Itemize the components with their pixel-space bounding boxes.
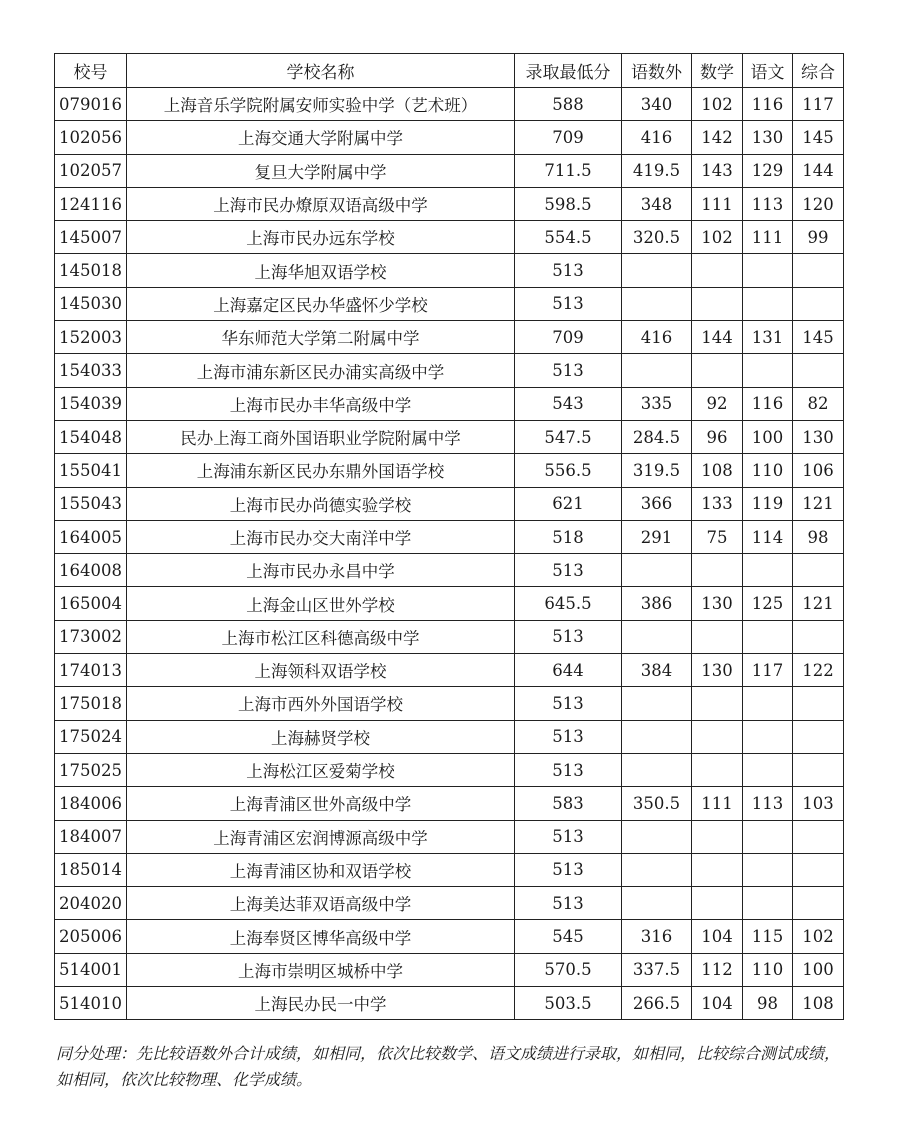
min-score-cell: 547.5 xyxy=(515,420,622,453)
school-name-cell: 上海市浦东新区民办浦实高级中学 xyxy=(127,354,515,387)
math-cell: 111 xyxy=(692,787,743,820)
school-code-cell: 102057 xyxy=(55,154,127,187)
table-row xyxy=(55,787,844,820)
chinese-cell: 115 xyxy=(743,920,793,953)
min-score-cell: 709 xyxy=(515,321,622,354)
math-cell: 96 xyxy=(692,420,743,453)
school-code-cell: 204020 xyxy=(55,887,127,920)
comprehensive-cell: 108 xyxy=(793,987,844,1020)
min-score-cell: 645.5 xyxy=(515,587,622,620)
min-score-cell: 513 xyxy=(515,853,622,886)
min-score-cell: 545 xyxy=(515,920,622,953)
table-row xyxy=(55,187,844,220)
table-row xyxy=(55,454,844,487)
min-score-cell: 554.5 xyxy=(515,221,622,254)
school-name-cell: 华东师范大学第二附属中学 xyxy=(127,321,515,354)
chinese-cell: 131 xyxy=(743,321,793,354)
header-math: 数学 xyxy=(692,54,743,88)
math-cell: 144 xyxy=(692,321,743,354)
min-score-cell: 711.5 xyxy=(515,154,622,187)
table-row xyxy=(55,720,844,753)
min-score-cell: 513 xyxy=(515,753,622,786)
school-code-cell: 185014 xyxy=(55,853,127,886)
comprehensive-cell xyxy=(793,887,844,920)
school-code-cell: 079016 xyxy=(55,88,127,121)
chinese-math-english-cell: 340 xyxy=(622,88,692,121)
table-row xyxy=(55,987,844,1020)
school-name-cell: 上海松江区爱菊学校 xyxy=(127,753,515,786)
min-score-cell: 543 xyxy=(515,387,622,420)
table-row xyxy=(55,654,844,687)
school-code-cell: 205006 xyxy=(55,920,127,953)
min-score-cell: 570.5 xyxy=(515,953,622,986)
chinese-cell: 125 xyxy=(743,587,793,620)
school-code-cell: 175024 xyxy=(55,720,127,753)
math-cell xyxy=(692,554,743,587)
chinese-cell xyxy=(743,820,793,853)
chinese-math-english-cell xyxy=(622,254,692,287)
school-code-cell: 154048 xyxy=(55,420,127,453)
school-code-cell: 165004 xyxy=(55,587,127,620)
min-score-cell: 583 xyxy=(515,787,622,820)
math-cell xyxy=(692,287,743,320)
school-name-cell: 上海赫贤学校 xyxy=(127,720,515,753)
math-cell: 112 xyxy=(692,953,743,986)
comprehensive-cell xyxy=(793,820,844,853)
comprehensive-cell: 144 xyxy=(793,154,844,187)
comprehensive-cell xyxy=(793,853,844,886)
min-score-cell: 598.5 xyxy=(515,187,622,220)
chinese-math-english-cell xyxy=(622,820,692,853)
school-name-cell: 上海华旭双语学校 xyxy=(127,254,515,287)
min-score-cell: 513 xyxy=(515,720,622,753)
math-cell xyxy=(692,853,743,886)
chinese-cell: 129 xyxy=(743,154,793,187)
math-cell: 75 xyxy=(692,520,743,553)
comprehensive-cell xyxy=(793,720,844,753)
table-row xyxy=(55,887,844,920)
chinese-math-english-cell: 337.5 xyxy=(622,953,692,986)
school-name-cell: 上海音乐学院附属安师实验中学（艺术班） xyxy=(127,88,515,121)
min-score-cell: 513 xyxy=(515,254,622,287)
school-name-cell: 上海市松江区科德高级中学 xyxy=(127,620,515,653)
math-cell: 92 xyxy=(692,387,743,420)
comprehensive-cell: 100 xyxy=(793,953,844,986)
chinese-math-english-cell: 320.5 xyxy=(622,221,692,254)
math-cell: 102 xyxy=(692,221,743,254)
chinese-math-english-cell: 416 xyxy=(622,121,692,154)
comprehensive-cell: 130 xyxy=(793,420,844,453)
chinese-math-english-cell xyxy=(622,687,692,720)
math-cell xyxy=(692,753,743,786)
math-cell: 130 xyxy=(692,587,743,620)
math-cell xyxy=(692,687,743,720)
table-body xyxy=(55,88,844,1020)
school-code-cell: 124116 xyxy=(55,187,127,220)
chinese-math-english-cell: 350.5 xyxy=(622,787,692,820)
admission-score-table xyxy=(54,53,844,1020)
min-score-cell: 621 xyxy=(515,487,622,520)
chinese-math-english-cell: 335 xyxy=(622,387,692,420)
comprehensive-cell: 98 xyxy=(793,520,844,553)
min-score-cell: 518 xyxy=(515,520,622,553)
chinese-math-english-cell xyxy=(622,720,692,753)
comprehensive-cell xyxy=(793,687,844,720)
math-cell: 111 xyxy=(692,187,743,220)
math-cell xyxy=(692,820,743,853)
chinese-cell: 100 xyxy=(743,420,793,453)
chinese-math-english-cell xyxy=(622,620,692,653)
school-name-cell: 上海奉贤区博华高级中学 xyxy=(127,920,515,953)
school-code-cell: 155041 xyxy=(55,454,127,487)
math-cell: 133 xyxy=(692,487,743,520)
math-cell: 104 xyxy=(692,987,743,1020)
table-row xyxy=(55,354,844,387)
school-code-cell: 173002 xyxy=(55,620,127,653)
table-row xyxy=(55,687,844,720)
chinese-math-english-cell: 416 xyxy=(622,321,692,354)
school-code-cell: 514001 xyxy=(55,953,127,986)
header-min-score: 录取最低分 xyxy=(515,54,622,88)
chinese-cell xyxy=(743,853,793,886)
math-cell xyxy=(692,720,743,753)
chinese-cell xyxy=(743,720,793,753)
chinese-math-english-cell: 266.5 xyxy=(622,987,692,1020)
comprehensive-cell: 117 xyxy=(793,88,844,121)
comprehensive-cell: 122 xyxy=(793,654,844,687)
chinese-cell xyxy=(743,354,793,387)
chinese-math-english-cell: 384 xyxy=(622,654,692,687)
chinese-cell: 111 xyxy=(743,221,793,254)
min-score-cell: 588 xyxy=(515,88,622,121)
math-cell: 143 xyxy=(692,154,743,187)
chinese-cell: 113 xyxy=(743,787,793,820)
chinese-cell xyxy=(743,753,793,786)
chinese-math-english-cell: 386 xyxy=(622,587,692,620)
chinese-cell: 116 xyxy=(743,88,793,121)
chinese-cell xyxy=(743,254,793,287)
school-name-cell: 上海嘉定区民办华盛怀少学校 xyxy=(127,287,515,320)
comprehensive-cell xyxy=(793,620,844,653)
min-score-cell: 503.5 xyxy=(515,987,622,1020)
school-code-cell: 152003 xyxy=(55,321,127,354)
school-name-cell: 上海市民办远东学校 xyxy=(127,221,515,254)
school-name-cell: 上海市民办永昌中学 xyxy=(127,554,515,587)
comprehensive-cell: 103 xyxy=(793,787,844,820)
chinese-cell: 98 xyxy=(743,987,793,1020)
chinese-math-english-cell: 319.5 xyxy=(622,454,692,487)
math-cell: 108 xyxy=(692,454,743,487)
school-code-cell: 175018 xyxy=(55,687,127,720)
school-code-cell: 154039 xyxy=(55,387,127,420)
header-chinese: 语文 xyxy=(743,54,793,88)
math-cell: 104 xyxy=(692,920,743,953)
school-code-cell: 154033 xyxy=(55,354,127,387)
school-name-cell: 民办上海工商外国语职业学院附属中学 xyxy=(127,420,515,453)
chinese-math-english-cell xyxy=(622,354,692,387)
school-code-cell: 164005 xyxy=(55,520,127,553)
comprehensive-cell xyxy=(793,753,844,786)
school-name-cell: 上海市民办丰华高级中学 xyxy=(127,387,515,420)
tie-break-footnote: 同分处理：先比较语数外合计成绩，如相同，依次比较数学、语文成绩进行录取，如相同，比较综合测试成绩，如相同，依次比较物理、化学成绩。 xyxy=(56,1044,841,1089)
school-name-cell: 上海领科双语学校 xyxy=(127,654,515,687)
math-cell: 142 xyxy=(692,121,743,154)
table-row xyxy=(55,88,844,121)
chinese-cell: 116 xyxy=(743,387,793,420)
chinese-cell xyxy=(743,620,793,653)
table-row xyxy=(55,254,844,287)
table-header-row xyxy=(55,54,844,88)
comprehensive-cell xyxy=(793,354,844,387)
school-name-cell: 上海美达菲双语高级中学 xyxy=(127,887,515,920)
school-name-cell: 上海民办民一中学 xyxy=(127,987,515,1020)
math-cell: 102 xyxy=(692,88,743,121)
school-code-cell: 514010 xyxy=(55,987,127,1020)
school-code-cell: 184006 xyxy=(55,787,127,820)
school-name-cell: 上海浦东新区民办东鼎外国语学校 xyxy=(127,454,515,487)
min-score-cell: 709 xyxy=(515,121,622,154)
chinese-cell: 117 xyxy=(743,654,793,687)
comprehensive-cell: 121 xyxy=(793,587,844,620)
comprehensive-cell: 106 xyxy=(793,454,844,487)
table-row xyxy=(55,953,844,986)
school-name-cell: 上海市民办交大南洋中学 xyxy=(127,520,515,553)
school-name-cell: 上海市民办尚德实验学校 xyxy=(127,487,515,520)
min-score-cell: 513 xyxy=(515,620,622,653)
chinese-cell xyxy=(743,687,793,720)
school-code-cell: 155043 xyxy=(55,487,127,520)
chinese-cell xyxy=(743,554,793,587)
header-school-name: 学校名称 xyxy=(127,54,515,88)
school-code-cell: 145018 xyxy=(55,254,127,287)
school-name-cell: 上海青浦区宏润博源高级中学 xyxy=(127,820,515,853)
chinese-cell xyxy=(743,887,793,920)
math-cell xyxy=(692,887,743,920)
chinese-math-english-cell: 291 xyxy=(622,520,692,553)
chinese-math-english-cell: 348 xyxy=(622,187,692,220)
min-score-cell: 513 xyxy=(515,354,622,387)
school-code-cell: 184007 xyxy=(55,820,127,853)
table-row xyxy=(55,321,844,354)
chinese-math-english-cell xyxy=(622,287,692,320)
table-row xyxy=(55,587,844,620)
comprehensive-cell: 145 xyxy=(793,321,844,354)
table-row xyxy=(55,620,844,653)
school-name-cell: 上海市民办燎原双语高级中学 xyxy=(127,187,515,220)
chinese-cell: 110 xyxy=(743,953,793,986)
chinese-math-english-cell: 366 xyxy=(622,487,692,520)
header-school-code: 校号 xyxy=(55,54,127,88)
school-name-cell: 复旦大学附属中学 xyxy=(127,154,515,187)
comprehensive-cell: 102 xyxy=(793,920,844,953)
chinese-cell: 130 xyxy=(743,121,793,154)
comprehensive-cell: 121 xyxy=(793,487,844,520)
table-row xyxy=(55,387,844,420)
min-score-cell: 513 xyxy=(515,887,622,920)
math-cell: 130 xyxy=(692,654,743,687)
table-row xyxy=(55,853,844,886)
chinese-cell: 110 xyxy=(743,454,793,487)
school-code-cell: 164008 xyxy=(55,554,127,587)
min-score-cell: 513 xyxy=(515,820,622,853)
school-name-cell: 上海青浦区世外高级中学 xyxy=(127,787,515,820)
school-name-cell: 上海交通大学附属中学 xyxy=(127,121,515,154)
admission-score-table-container xyxy=(54,53,844,1020)
table-row xyxy=(55,487,844,520)
chinese-cell: 113 xyxy=(743,187,793,220)
math-cell xyxy=(692,254,743,287)
chinese-math-english-cell: 419.5 xyxy=(622,154,692,187)
chinese-math-english-cell xyxy=(622,853,692,886)
chinese-math-english-cell xyxy=(622,887,692,920)
table-row xyxy=(55,520,844,553)
min-score-cell: 513 xyxy=(515,554,622,587)
table-row xyxy=(55,121,844,154)
comprehensive-cell: 99 xyxy=(793,221,844,254)
min-score-cell: 513 xyxy=(515,687,622,720)
school-name-cell: 上海市西外外国语学校 xyxy=(127,687,515,720)
table-row xyxy=(55,820,844,853)
math-cell xyxy=(692,354,743,387)
table-row xyxy=(55,753,844,786)
school-name-cell: 上海青浦区协和双语学校 xyxy=(127,853,515,886)
min-score-cell: 513 xyxy=(515,287,622,320)
comprehensive-cell: 120 xyxy=(793,187,844,220)
chinese-math-english-cell xyxy=(622,753,692,786)
comprehensive-cell: 145 xyxy=(793,121,844,154)
school-name-cell: 上海市崇明区城桥中学 xyxy=(127,953,515,986)
table-row xyxy=(55,154,844,187)
chinese-math-english-cell xyxy=(622,554,692,587)
chinese-math-english-cell: 316 xyxy=(622,920,692,953)
header-chinese-math-english: 语数外 xyxy=(622,54,692,88)
chinese-cell xyxy=(743,287,793,320)
school-code-cell: 174013 xyxy=(55,654,127,687)
chinese-cell: 114 xyxy=(743,520,793,553)
school-code-cell: 145007 xyxy=(55,221,127,254)
school-code-cell: 175025 xyxy=(55,753,127,786)
table-row xyxy=(55,554,844,587)
table-row xyxy=(55,420,844,453)
chinese-cell: 119 xyxy=(743,487,793,520)
school-code-cell: 145030 xyxy=(55,287,127,320)
school-name-cell: 上海金山区世外学校 xyxy=(127,587,515,620)
min-score-cell: 644 xyxy=(515,654,622,687)
comprehensive-cell: 82 xyxy=(793,387,844,420)
comprehensive-cell xyxy=(793,554,844,587)
table-row xyxy=(55,221,844,254)
table-row xyxy=(55,920,844,953)
math-cell xyxy=(692,620,743,653)
comprehensive-cell xyxy=(793,254,844,287)
table-row xyxy=(55,287,844,320)
school-code-cell: 102056 xyxy=(55,121,127,154)
comprehensive-cell xyxy=(793,287,844,320)
chinese-math-english-cell: 284.5 xyxy=(622,420,692,453)
min-score-cell: 556.5 xyxy=(515,454,622,487)
header-comprehensive: 综合 xyxy=(793,54,844,88)
